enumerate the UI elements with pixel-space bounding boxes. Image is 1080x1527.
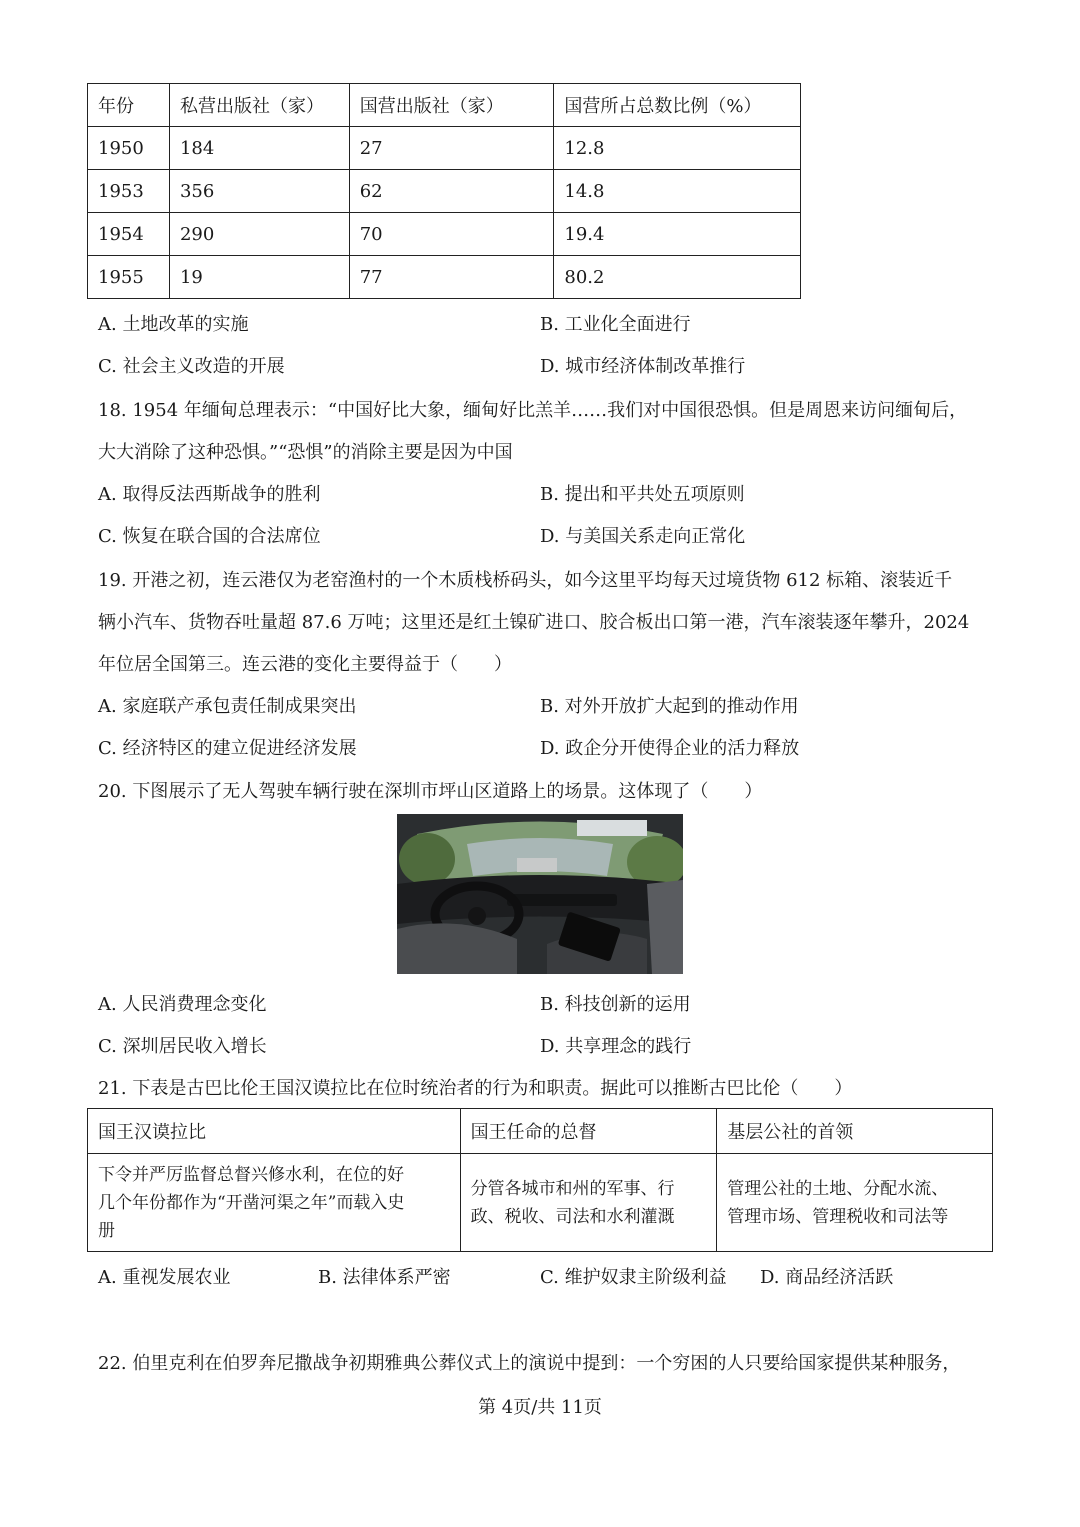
car-interior-photo [397,814,683,974]
table-cell: 12.8 [554,127,801,170]
table-cell: 19 [169,256,349,299]
table-cell [88,1154,461,1252]
table-cell: 27 [349,127,554,170]
q18-option-b: B. 提出和平共处五项原则 [540,484,745,505]
table-cell: 62 [349,170,554,213]
q21-option-a: A. 重视发展农业 [98,1267,231,1288]
table-cell: 290 [169,213,349,256]
q21-option-c: C. 维护奴隶主阶级利益 [540,1267,727,1288]
table-header-cell: 国营出版社（家） [349,84,554,127]
q19-stem-line1: 19. 开港之初，连云港仅为老窑渔村的一个木质栈桥码头，如今这里平均每天过境货物 612 标箱、滚装近千 [98,570,953,591]
table-row [88,170,801,213]
table-header-cell: 私营出版社（家） [169,84,349,127]
q20-option-c: C. 深圳居民收入增长 [98,1036,267,1057]
cell-line: 管理市场、管理税收和司法等 [727,1206,949,1227]
table-cell: 70 [349,213,554,256]
q17-option-c: C. 社会主义改造的开展 [98,356,285,377]
q19-stem-line2: 辆小汽车、货物吞吐量超 87.6 万吨；这里还是红土镍矿进口、胶合板出口第一港，汽车滚装逐年攀升，2024 [98,612,970,633]
table-cell: 1953 [88,170,170,213]
q17-option-a: A. 土地改革的实施 [98,314,249,335]
q20-stem-line1: 20. 下图展示了无人驾驶车辆行驶在深圳市坪山区道路上的场景。这体现了（ ） [98,781,763,802]
table-cell: 356 [169,170,349,213]
table-cell: 14.8 [554,170,801,213]
q21-stem-line1: 21. 下表是古巴比伦王国汉谟拉比在位时统治者的行为和职责。据此可以推断古巴比伦（ ） [98,1078,853,1099]
table-row [88,213,801,256]
q20-option-b: B. 科技创新的运用 [540,994,691,1015]
q18-option-a: A. 取得反法西斯战争的胜利 [98,484,321,505]
q17-option-b: B. 工业化全面进行 [540,314,691,335]
q18-stem-line1: 18. 1954 年缅甸总理表示：“中国好比大象，缅甸好比羔羊……我们对中国很恐惧。但是周恩来访问缅甸后， [98,400,968,421]
table-cell: 1950 [88,127,170,170]
q19-option-d: D. 政企分开使得企业的活力释放 [540,738,800,759]
cell-line: 册 [98,1220,115,1241]
table-header-cell: 国王任命的总督 [460,1109,717,1154]
q21-option-b: B. 法律体系严密 [318,1267,451,1288]
q18-option-d: D. 与美国关系走向正常化 [540,526,746,547]
table-header-cell: 国营所占总数比例（%） [554,84,801,127]
cell-line: 下令并严厉监督总督兴修水利，在位的好 [98,1164,404,1185]
table-cell [460,1154,717,1252]
table-cell: 77 [349,256,554,299]
table-cell [717,1154,993,1252]
table-header-cell: 基层公社的首领 [717,1109,993,1154]
table-header-cell: 年份 [88,84,170,127]
table-cell: 184 [169,127,349,170]
q19-stem-line3: 年位居全国第三。连云港的变化主要得益于（ ） [98,654,512,675]
table-cell: 1955 [88,256,170,299]
table-cell: 1954 [88,213,170,256]
table-header-cell: 国王汉谟拉比 [88,1109,461,1154]
cell-line: 管理公社的土地、分配水流、 [727,1178,949,1199]
cell-line: 分管各城市和州的军事、行 [470,1178,675,1199]
q17-option-d: D. 城市经济体制改革推行 [540,356,746,377]
q18-option-c: C. 恢复在联合国的合法席位 [98,526,321,547]
publisher-table [87,83,801,299]
q22-stem-line1: 22. 伯里克利在伯罗奔尼撒战争初期雅典公葬仪式上的演说中提到：一个穷困的人只要给国家提供某种服务， [98,1353,961,1374]
table-row [88,1154,993,1252]
q19-option-a: A. 家庭联产承包责任制成果突出 [98,696,357,717]
table-cell: 19.4 [554,213,801,256]
q19-option-c: C. 经济特区的建立促进经济发展 [98,738,357,759]
table-row [88,256,801,299]
q21-option-d: D. 商品经济活跃 [760,1267,894,1288]
cell-line: 几个年份都作为“开凿河渠之年”而载入史 [98,1192,405,1213]
page-number: 第 4页/共 11页 [478,1397,602,1418]
q20-option-a: A. 人民消费理念变化 [98,994,267,1015]
babylon-table [87,1108,993,1252]
q20-option-d: D. 共享理念的践行 [540,1036,692,1057]
cell-line: 政、税收、司法和水利灌溉 [470,1206,675,1227]
q18-stem-line2: 大大消除了这种恐惧。”“恐惧”的消除主要是因为中国 [98,442,513,463]
table-row [88,127,801,170]
table-cell: 80.2 [554,256,801,299]
q19-option-b: B. 对外开放扩大起到的推动作用 [540,696,799,717]
